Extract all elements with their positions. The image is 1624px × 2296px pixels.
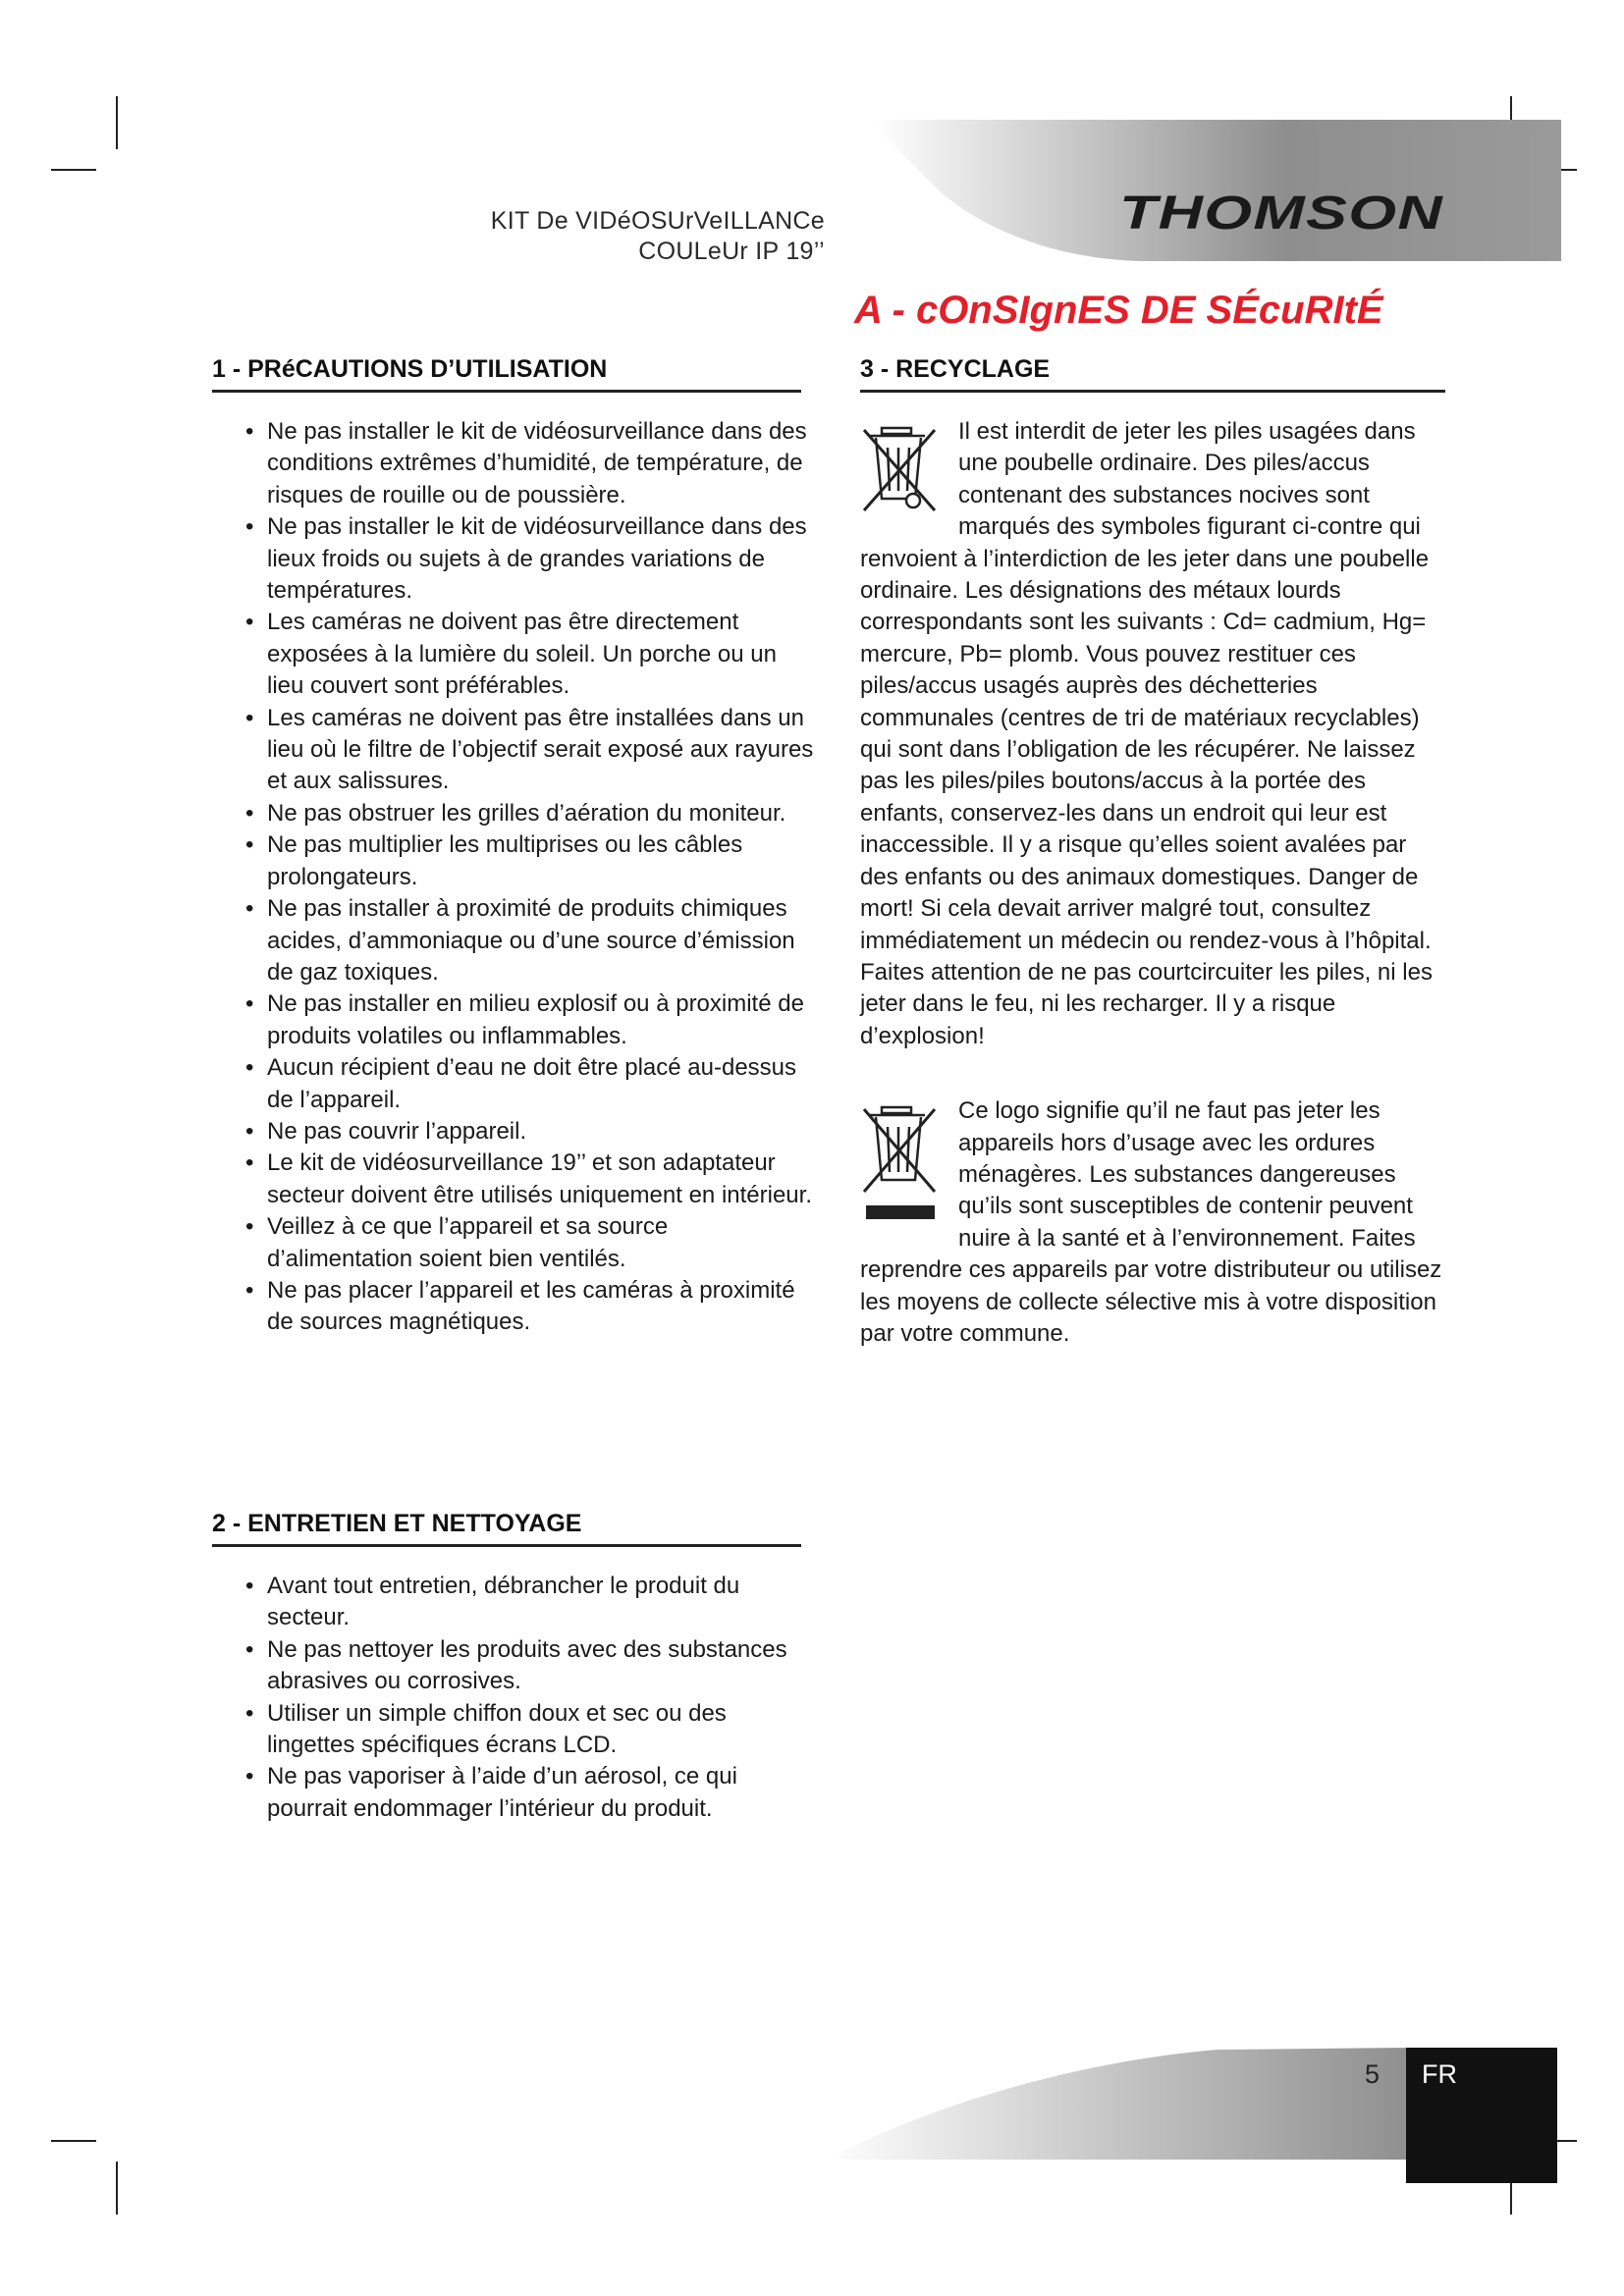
list-item: • Ne pas vaporiser à l’aide d’un aérosol, ce qui pourrait endommager l’intérieur du produit. bbox=[212, 1761, 815, 1825]
crop-mark bbox=[51, 169, 96, 171]
thomson-logo bbox=[1119, 182, 1453, 240]
kit-title bbox=[412, 206, 825, 267]
list-item: • Le kit de vidéosurveillance 19’’ et son adaptateur secteur doivent être utilisés uniquement en intérieur. bbox=[212, 1148, 815, 1211]
list-item: • Utiliser un simple chiffon doux et sec ou des lingettes spécifiques écrans LCD. bbox=[212, 1698, 815, 1762]
list-item: • Les caméras ne doivent pas être directement exposées à la lumière du soleil. Un porche ou un lieu couvert sont préférables. bbox=[212, 607, 815, 702]
list-item: • Aucun récipient d’eau ne doit être placé au-dessus de l’appareil. bbox=[212, 1052, 815, 1116]
page-title: A - cOnSIgnES DE SÉcuRItÉ bbox=[854, 289, 1383, 332]
list-item: • Les caméras ne doivent pas être installées dans un lieu où le filtre de l’objectif serait exposé aux rayures et aux salissures. bbox=[212, 703, 815, 798]
precautions-list bbox=[212, 416, 815, 1339]
brand-name: THOMSON bbox=[1119, 187, 1444, 240]
page-number: 5 bbox=[1365, 2059, 1380, 2089]
crop-mark bbox=[51, 2140, 96, 2142]
weee-bin-icon bbox=[860, 1101, 941, 1231]
list-item: • Ne pas placer l’appareil et les caméras à proximité de sources magnétiques. bbox=[212, 1275, 815, 1339]
kit-title-line2: COULeUr IP 19’’ bbox=[638, 238, 825, 265]
maintenance-list bbox=[212, 1571, 815, 1825]
precautions-title: 1 - PRéCAUTIONS D’UTILISATION bbox=[212, 355, 801, 393]
list-item: • Ne pas installer le kit de vidéosurveillance dans des lieux froids ou sujets à de grandes variations de températures. bbox=[212, 511, 815, 607]
crop-mark bbox=[116, 2162, 118, 2215]
list-item: • Ne pas multiplier les multiprises ou les câbles prolongateurs. bbox=[212, 829, 815, 893]
language-label: FR bbox=[1422, 2059, 1457, 2089]
list-item: • Ne pas installer le kit de vidéosurveillance dans des conditions extrêmes d’humidité, de température, de risques de rouille ou de poussière. bbox=[212, 416, 815, 511]
precautions-section bbox=[212, 355, 814, 1339]
footer-banner bbox=[825, 2042, 1414, 2160]
maintenance-section bbox=[212, 1510, 801, 1825]
battery-recycling-text: Il est interdit de jeter les piles usagées dans une poubelle ordinaire. Des piles/accus contenant des substances nocives sont marqués des symboles figurant ci-contre qui renvoient à l’interdiction de les jeter dans une poubelle ordinaire. Les désignations des métaux lourds correspondants sont les suivants : Cd= cadmium, Hg= mercure, Pb= plomb. Vous pouvez restituer ces piles/accus usagés auprès des déchetteries communales (centres de tri de matériaux recyclables) qui sont dans l’obligation de les récupérer. Ne laissez pas les piles/piles boutons/accus à la portée des enfants, conservez-les dans un endroit qui leur est inaccessible. Il y a risque qu’elles soient avalées par des enfants ou des animaux domestiques. Danger de mort! Si cela devait arriver malgré tout, consultez immédiatement un médecin ou rendez-vous à l’hôpital. Faites attention de ne pas courtcircuiter les piles, ni les jeter dans le feu, ni les recharger. Il y a risque d’explosion! bbox=[860, 418, 1433, 1049]
list-item: • Ne pas nettoyer les produits avec des substances abrasives ou corrosives. bbox=[212, 1634, 815, 1698]
weee-recycling-text: Ce logo signifie qu’il ne faut pas jeter les appareils hors d’usage avec les ordures ménagères. Les substances dangereuses qu’ils sont susceptibles de contenir peuvent nuire à la santé et à l’environnement. Faites reprendre ces appareils par votre distributeur ou utilisez les moyens de collecte sélective mis à votre disposition par votre commune. bbox=[860, 1097, 1442, 1347]
recycling-title: 3 - RECYCLAGE bbox=[860, 355, 1445, 393]
list-item: • Ne pas obstruer les grilles d’aération du moniteur. bbox=[212, 798, 815, 829]
recycling-section bbox=[860, 355, 1445, 1350]
list-item: • Avant tout entretien, débrancher le produit du secteur. bbox=[212, 1571, 815, 1634]
battery-bin-icon bbox=[860, 422, 941, 516]
list-item: • Veillez à ce que l’appareil et sa source d’alimentation soient bien ventilés. bbox=[212, 1211, 815, 1275]
crop-mark bbox=[116, 96, 118, 149]
kit-title-line1: KIT De VIDéOSUrVeILLANCe bbox=[490, 207, 825, 235]
maintenance-title: 2 - ENTRETIEN ET NETTOYAGE bbox=[212, 1510, 801, 1547]
list-item: • Ne pas installer à proximité de produits chimiques acides, d’ammoniaque ou d’une source d’émission de gaz toxiques. bbox=[212, 893, 815, 988]
list-item: • Ne pas couvrir l’appareil. bbox=[212, 1116, 815, 1148]
list-item: • Ne pas installer en milieu explosif ou à proximité de produits volatiles ou inflammables. bbox=[212, 988, 815, 1052]
